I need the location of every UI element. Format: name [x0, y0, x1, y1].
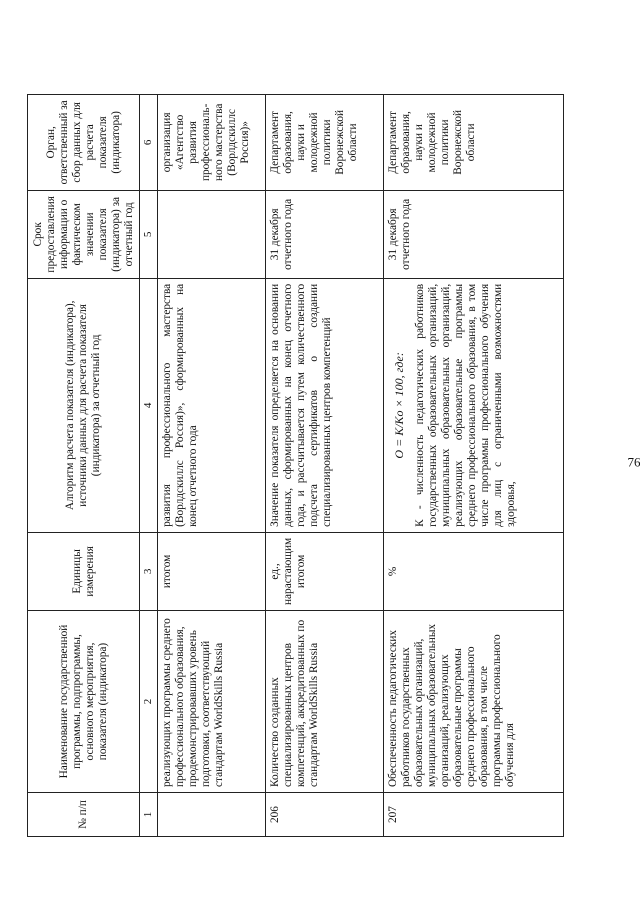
row-unit: ед., нарастающим итогом	[266, 532, 384, 610]
row-organ: Департамент образования, науки и молодежной политики Воронежской области	[384, 94, 564, 190]
column-number: 6	[140, 94, 158, 190]
row-term: 31 декабря отчетного года	[384, 190, 564, 278]
header-row	[28, 94, 140, 836]
row-algorithm: Значение показателя определяется на основании данных, сформированных на конец отчетного года, и рассчитывается путем количественного подсчета сертификатов о создании специализированных центров компетенций	[266, 278, 384, 532]
header-unit: Единицы измерения	[28, 532, 140, 610]
row-num: 207	[384, 793, 564, 837]
table-row	[266, 94, 384, 836]
row-unit: %	[384, 532, 564, 610]
header-algorithm: Алгоритм расчета показателя (индикатора), источники данных для расчета показателя (индикатора) за отчетный год	[28, 278, 140, 532]
column-number-row	[140, 94, 158, 836]
row-num: 206	[266, 793, 384, 837]
indicator-table	[27, 94, 564, 837]
row-name: Обеспеченность педагогических работников государственных образовательных организаций, муниципальных образовательных организаций, реализующих образовательные программы среднего профессионального образования, в том числе программы профессионального обучения для	[384, 611, 564, 793]
row-num	[158, 793, 266, 837]
row-organ: организация «Агентство развития профессиональ-ного мастерства (Ворлдскиллс Россия)»	[158, 94, 266, 190]
table-row	[158, 94, 266, 836]
row-organ: Департамент образования, науки и молодежной политики Воронежской области	[266, 94, 384, 190]
row-algorithm-cell	[384, 278, 564, 532]
table-row	[384, 94, 564, 836]
row-unit: итогом	[158, 532, 266, 610]
row-algorithm: развития профессионального мастерства (Ворлдскиллс Россия)», сформированных на конец отчетного года	[158, 278, 266, 532]
row-term	[158, 190, 266, 278]
column-number: 3	[140, 532, 158, 610]
row-name: реализующих программы среднего профессионального образования, продемонстрировавших уровень подготовки, соответствующий стандартам WorldSkills Russia	[158, 611, 266, 793]
row-name: Количество созданных специализированных центров компетенций, аккредитованных по стандартам WorldSkills Russia	[266, 611, 384, 793]
column-number: 5	[140, 190, 158, 278]
header-num: № п/п	[28, 793, 140, 837]
row-algorithm: К - численность педагогических работников государственных образовательных организаций, муниципальных образовательных организаций, реализующих образовательные программы среднего профессионального образования, в том числе программы профессионального обучения для лиц с ограниченными возможностями здоровья,	[414, 283, 517, 527]
row-term: 31 декабря отчетного года	[266, 190, 384, 278]
column-number: 4	[140, 278, 158, 532]
formula: O = K/Ko × 100, где:	[392, 352, 406, 459]
column-number: 1	[140, 793, 158, 837]
header-name: Наименование государственной программы, подпрограммы, основного мероприятия, показателя (индикатора)	[28, 611, 140, 793]
page-number: 76	[627, 454, 640, 470]
header-term: Срок предоставления информации о фактическом значении показателя (индикатора) за отчетный год	[28, 190, 140, 278]
header-organ: Орган, ответственный за сбор данных для расчета показателя (индикатора)	[28, 94, 140, 190]
column-number: 2	[140, 611, 158, 793]
